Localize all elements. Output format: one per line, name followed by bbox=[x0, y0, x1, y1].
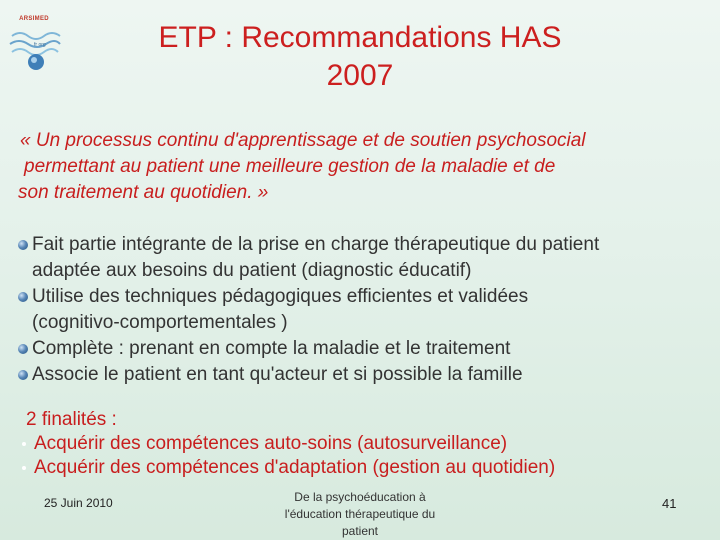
svg-text:fr org: fr org bbox=[34, 42, 46, 48]
page-number: 41 bbox=[662, 496, 677, 511]
definition-quote bbox=[20, 128, 710, 206]
list-item: Complète : prenant en compte la maladie et le traitement bbox=[18, 336, 718, 362]
list-item: Associe le patient en tant qu'acteur et si possible la famille bbox=[18, 362, 718, 388]
finalites-heading: 2 finalités : bbox=[26, 409, 117, 430]
list-item-continuation: (cognitivo-comportementales ) bbox=[32, 312, 288, 333]
bullet-icon bbox=[18, 292, 28, 302]
logo-text: ARSIMED bbox=[19, 16, 49, 22]
list-item: Fait partie intégrante de la prise en charge thérapeutique du patient bbox=[18, 232, 718, 258]
bullet-icon bbox=[18, 240, 28, 250]
list-item: Utilise des techniques pédagogiques efficientes et validées bbox=[18, 284, 718, 310]
list-item-continuation: adaptée aux besoins du patient (diagnostic éducatif) bbox=[32, 260, 472, 281]
footer-date: 25 Juin 2010 bbox=[44, 496, 113, 510]
finalites-section bbox=[22, 408, 712, 480]
quote-line: permettant au patient une meilleure gestion de la maladie et de bbox=[24, 156, 556, 177]
bullet-icon bbox=[18, 370, 28, 380]
bullet-list bbox=[18, 232, 718, 388]
quote-line: « Un processus continu d'apprentissage et de soutien psychosocial bbox=[20, 130, 586, 151]
bullet-dot-icon bbox=[22, 466, 26, 470]
list-item: Acquérir des compétences auto-soins (autosurveillance) bbox=[22, 432, 712, 456]
slide-title-line-2: 2007 bbox=[326, 59, 394, 92]
list-item: Acquérir des compétences d'adaptation (gestion au quotidien) bbox=[22, 456, 712, 480]
slide-title-line-1: ETP : Recommandations HAS bbox=[158, 21, 562, 54]
bullet-icon bbox=[18, 344, 28, 354]
bullet-dot-icon bbox=[22, 442, 26, 446]
footer-subtitle: De la psychoéducation à l'éducation thérapeutique du patient bbox=[284, 490, 436, 538]
quote-line: son traitement au quotidien. » bbox=[18, 182, 269, 203]
